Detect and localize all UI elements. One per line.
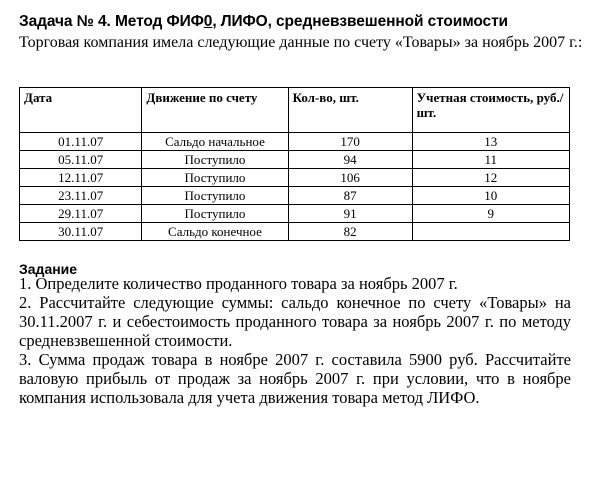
- cell-unit-cost: 9: [412, 205, 569, 223]
- cell-date: 30.11.07: [20, 223, 142, 241]
- task-list: [19, 274, 571, 407]
- cell-unit-cost: 12: [412, 169, 569, 187]
- title-end: , ЛИФО, средневзвешенной стоимости: [212, 13, 508, 30]
- cell-quantity: 82: [288, 223, 412, 241]
- intro-text: Торговая компания имела следующие данные по счету «Товары» за ноябрь 2007 г.:: [19, 34, 583, 51]
- table-row: [20, 205, 570, 223]
- cell-quantity: 91: [288, 205, 412, 223]
- column-header-unit-cost: Учетная стоимость, руб./шт.: [412, 88, 569, 133]
- table-row: [20, 187, 570, 205]
- cell-unit-cost: 11: [412, 151, 569, 169]
- page-title: [19, 13, 508, 31]
- cell-unit-cost: 13: [412, 133, 569, 151]
- cell-date: 01.11.07: [20, 133, 142, 151]
- cell-movement: Поступило: [142, 205, 288, 223]
- cell-date: 29.11.07: [20, 205, 142, 223]
- cell-quantity: 106: [288, 169, 412, 187]
- table-row: [20, 169, 570, 187]
- cell-quantity: 87: [288, 187, 412, 205]
- cell-movement: Поступило: [142, 151, 288, 169]
- column-header-date: Дата: [20, 88, 142, 133]
- cell-movement: Поступило: [142, 187, 288, 205]
- goods-table: [19, 87, 570, 241]
- column-header-quantity: Кол-во, шт.: [288, 88, 412, 133]
- task-item: 1. Определите количество проданного товара за ноябрь 2007 г.: [19, 274, 458, 293]
- cell-quantity: 94: [288, 151, 412, 169]
- table-row: [20, 133, 570, 151]
- cell-date: 05.11.07: [20, 151, 142, 169]
- column-header-movement: Движение по счету: [142, 88, 288, 133]
- table-row: [20, 223, 570, 241]
- title-start: Задача № 4. Метод ФИФ: [19, 13, 204, 30]
- table-row: [20, 151, 570, 169]
- task-item: 3. Сумма продаж товара в ноябре 2007 г. составила 5900 руб. Рассчитайте валовую прибыль от продаж за ноябрь 2007 г. при условии, что в ноябре компания использовала для учета движения товара метод ЛИФО.: [19, 350, 571, 407]
- cell-movement: Сальдо начальное: [142, 133, 288, 151]
- table-header-row: [20, 88, 570, 133]
- cell-unit-cost: [412, 223, 569, 241]
- cell-unit-cost: 10: [412, 187, 569, 205]
- cell-date: 12.11.07: [20, 169, 142, 187]
- cell-movement: Сальдо конечное: [142, 223, 288, 241]
- cell-date: 23.11.07: [20, 187, 142, 205]
- cell-movement: Поступило: [142, 169, 288, 187]
- task-item: 2. Рассчитайте следующие суммы: сальдо конечное по счету «Товары» на 30.11.2007 г. и себестоимость проданного товара за ноябрь 2007 г. по методу средневзвешенной стоимости.: [19, 293, 571, 350]
- task-heading: Задание: [19, 261, 78, 277]
- title-underlined: 0: [203, 13, 213, 30]
- cell-quantity: 170: [288, 133, 412, 151]
